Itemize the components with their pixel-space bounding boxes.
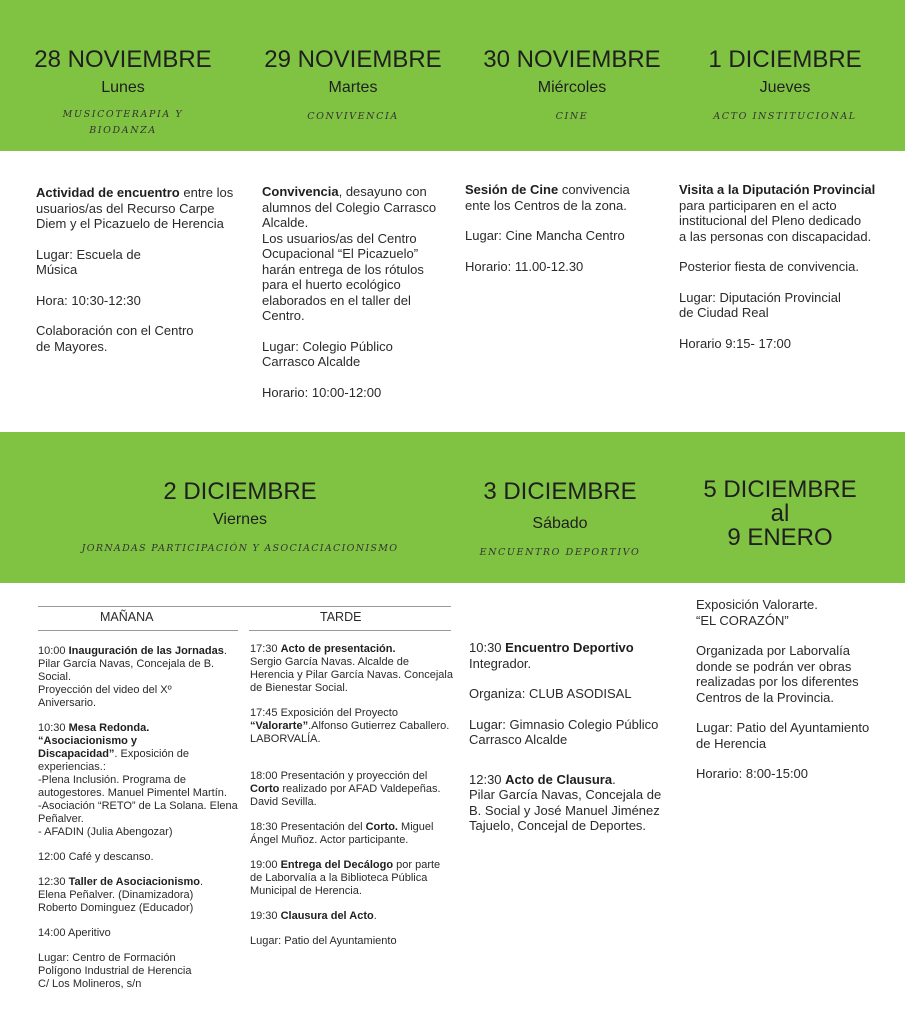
morning-schedule xyxy=(38,645,243,1003)
time-text: Horario: 8:00-15:00 xyxy=(696,766,809,781)
schedule-item: 10:30 Mesa Redonda. “Asociacionismo y Discapacidad”. Exposición de experiencias.: -Plena Inclusión. Programa de autogestores. Manuel Pimentel Martín. -Asociación “RETO” de La Solana. Elena Peñalver. - AFADIN (Julia Abengozar) xyxy=(38,722,238,838)
location-text: Lugar: Cine Mancha Centro xyxy=(465,228,625,243)
activity-description: 10:30 Encuentro Deportivo Integrador. xyxy=(469,640,634,671)
day-label: Viernes xyxy=(213,511,267,528)
activity-text: para participaren en el acto institucional del Pleno dedicado a las personas con discapacidad. xyxy=(679,197,872,244)
date-label: 30 NOVIEMBRE xyxy=(483,46,661,73)
location-text: Lugar: Diputación Provincial de Ciudad Real xyxy=(679,289,841,320)
organizer-text: Organizada por Laborvalía donde se podrán ver obras realizadas por los diferentes Centros de la Provincia. xyxy=(696,643,859,705)
activity-text: entre los usuarios/as del Recurso Carpe Diem y el Picazuelo de Herencia xyxy=(36,185,234,231)
activity-description xyxy=(262,184,442,324)
header-28-noviembre xyxy=(18,46,228,139)
date-label: 29 NOVIEMBRE xyxy=(264,46,442,73)
content-5-diciembre xyxy=(696,597,896,797)
header-1-diciembre xyxy=(680,46,890,125)
schedule-item: 12:00 Café y descanso. xyxy=(38,851,154,863)
header-2-diciembre xyxy=(40,478,440,557)
column-divider-line xyxy=(38,606,451,607)
theme-label: MUSICOTERAPIA Y BIODANZA xyxy=(62,109,184,136)
header-29-noviembre xyxy=(248,46,458,125)
day-label: Sábado xyxy=(532,515,588,532)
location-text: Lugar: Colegio Público Carrasco Alcalde xyxy=(262,338,393,369)
morning-header-underline xyxy=(38,630,238,631)
location-text: Lugar: Patio del Ayuntamiento de Herencia xyxy=(696,720,870,751)
day-label: Jueves xyxy=(759,79,811,96)
schedule-item: 14:00 Aperitivo xyxy=(38,927,111,939)
schedule-item: 18:30 Presentación del Corto. Miguel Ángel Muñoz. Actor participante. xyxy=(250,821,434,846)
activity-description xyxy=(36,185,236,232)
time-text: Horario: 11.00-12.30 xyxy=(465,258,584,274)
activity-text: , desayuno con alumnos del Colegio Carrasco Alcalde. Los usuarios/as del Centro Ocupacional “El Picazuelo” harán entrega de los rótulos para el huerto ecológico elaborados en el taller del Centro. xyxy=(262,184,437,323)
schedule-item: 19:30 Clausura del Acto. xyxy=(250,910,377,922)
afternoon-header-underline xyxy=(249,630,451,631)
location-text: Lugar: Escuela de Música xyxy=(36,246,141,277)
location-text: Lugar: Patio del Ayuntamiento xyxy=(250,935,397,947)
day-label: Miércoles xyxy=(537,79,607,96)
date-range-label: 5 DICIEMBRE al 9 ENERO xyxy=(703,476,857,551)
content-1-diciembre xyxy=(679,182,894,366)
activity-title: Convivencia xyxy=(262,184,339,199)
time-text: Hora: 10:30-12:30 xyxy=(36,292,141,308)
content-3-diciembre xyxy=(469,640,669,849)
exhibition-title: Exposición Valorarte. “EL CORAZÓN” xyxy=(696,597,818,628)
theme-label: CONVIVENCIA xyxy=(307,111,399,122)
afternoon-header: TARDE xyxy=(320,610,362,624)
morning-header: MAÑANA xyxy=(100,610,154,624)
activity-description xyxy=(465,182,645,213)
date-label: 28 NOVIEMBRE xyxy=(34,46,212,73)
theme-label: JORNADAS PARTICIPACIÓN Y ASOCIACIACIONISMO xyxy=(81,543,399,554)
location-text: Lugar: Gimnasio Colegio Público Carrasco Alcalde xyxy=(469,716,659,747)
theme-label: ENCUENTRO DEPORTIVO xyxy=(479,547,641,558)
time-text: Horario 9:15- 17:00 xyxy=(679,335,792,351)
afternoon-schedule xyxy=(250,643,455,960)
schedule-item: 18:00 Presentación y proyección del Corto realizado por AFAD Valdepeñas. David Sevilla. xyxy=(250,770,441,808)
content-29-noviembre xyxy=(262,184,442,415)
schedule-item: 17:30 Acto de presentación. Sergio García Navas. Alcalde de Herencia y Pilar García Navas. Concejala de Bienestar Social. xyxy=(250,643,453,694)
date-label: 3 DICIEMBRE xyxy=(483,478,637,505)
content-30-noviembre xyxy=(465,182,645,289)
schedule-item: 12:30 Taller de Asociacionismo. Elena Peñalver. (Dinamizadora) Roberto Dominguez (Educador) xyxy=(38,876,204,914)
closing-description: 12:30 Acto de Clausura. Pilar García Navas, Concejala de B. Social y José Manuel Jiménez Tajuelo, Concejal de Deportes. xyxy=(469,771,662,833)
organizer-text: Organiza: CLUB ASODISAL xyxy=(469,686,632,701)
schedule-item: 19:00 Entrega del Decálogo por parte de Laborvalía a la Biblioteca Pública Municipal de Herencia. xyxy=(250,859,441,897)
collaboration-text: Colaboración con el Centro de Mayores. xyxy=(36,323,194,354)
schedule-item: 10:00 Inauguración de las Jornadas. Pilar García Navas, Concejala de B. Social. Proyección del video del Xº Aniversario. xyxy=(38,645,227,709)
activity-text: convivencia ente los Centros de la zona. xyxy=(465,182,630,213)
date-label: 2 DICIEMBRE xyxy=(163,478,317,505)
date-label: 1 DICIEMBRE xyxy=(708,46,862,73)
activity-title: Actividad de encuentro xyxy=(36,185,180,200)
content-28-noviembre xyxy=(36,185,236,369)
party-text: Posterior fiesta de convivencia. xyxy=(679,259,859,274)
activity-description xyxy=(679,182,894,244)
theme-label: CINE xyxy=(555,111,589,122)
day-label: Martes xyxy=(328,79,378,96)
location-text: Lugar: Centro de Formación Polígono Industrial de Herencia C/ Los Molineros, s/n xyxy=(38,952,192,990)
schedule-item: 17:45 Exposición del Proyecto “Valorarte”.Alfonso Gutierrez Caballero. LABORVALÍA. xyxy=(250,707,450,745)
header-5-diciembre xyxy=(680,478,880,550)
day-label: Lunes xyxy=(101,79,145,96)
theme-label: ACTO INSTITUCIONAL xyxy=(713,111,857,122)
header-3-diciembre xyxy=(460,478,660,561)
header-30-noviembre xyxy=(467,46,677,125)
activity-title: Visita a la Diputación Provincial xyxy=(679,182,876,197)
activity-title: Sesión de Cine xyxy=(465,182,559,197)
time-text: Horario: 10:00-12:00 xyxy=(262,384,382,400)
